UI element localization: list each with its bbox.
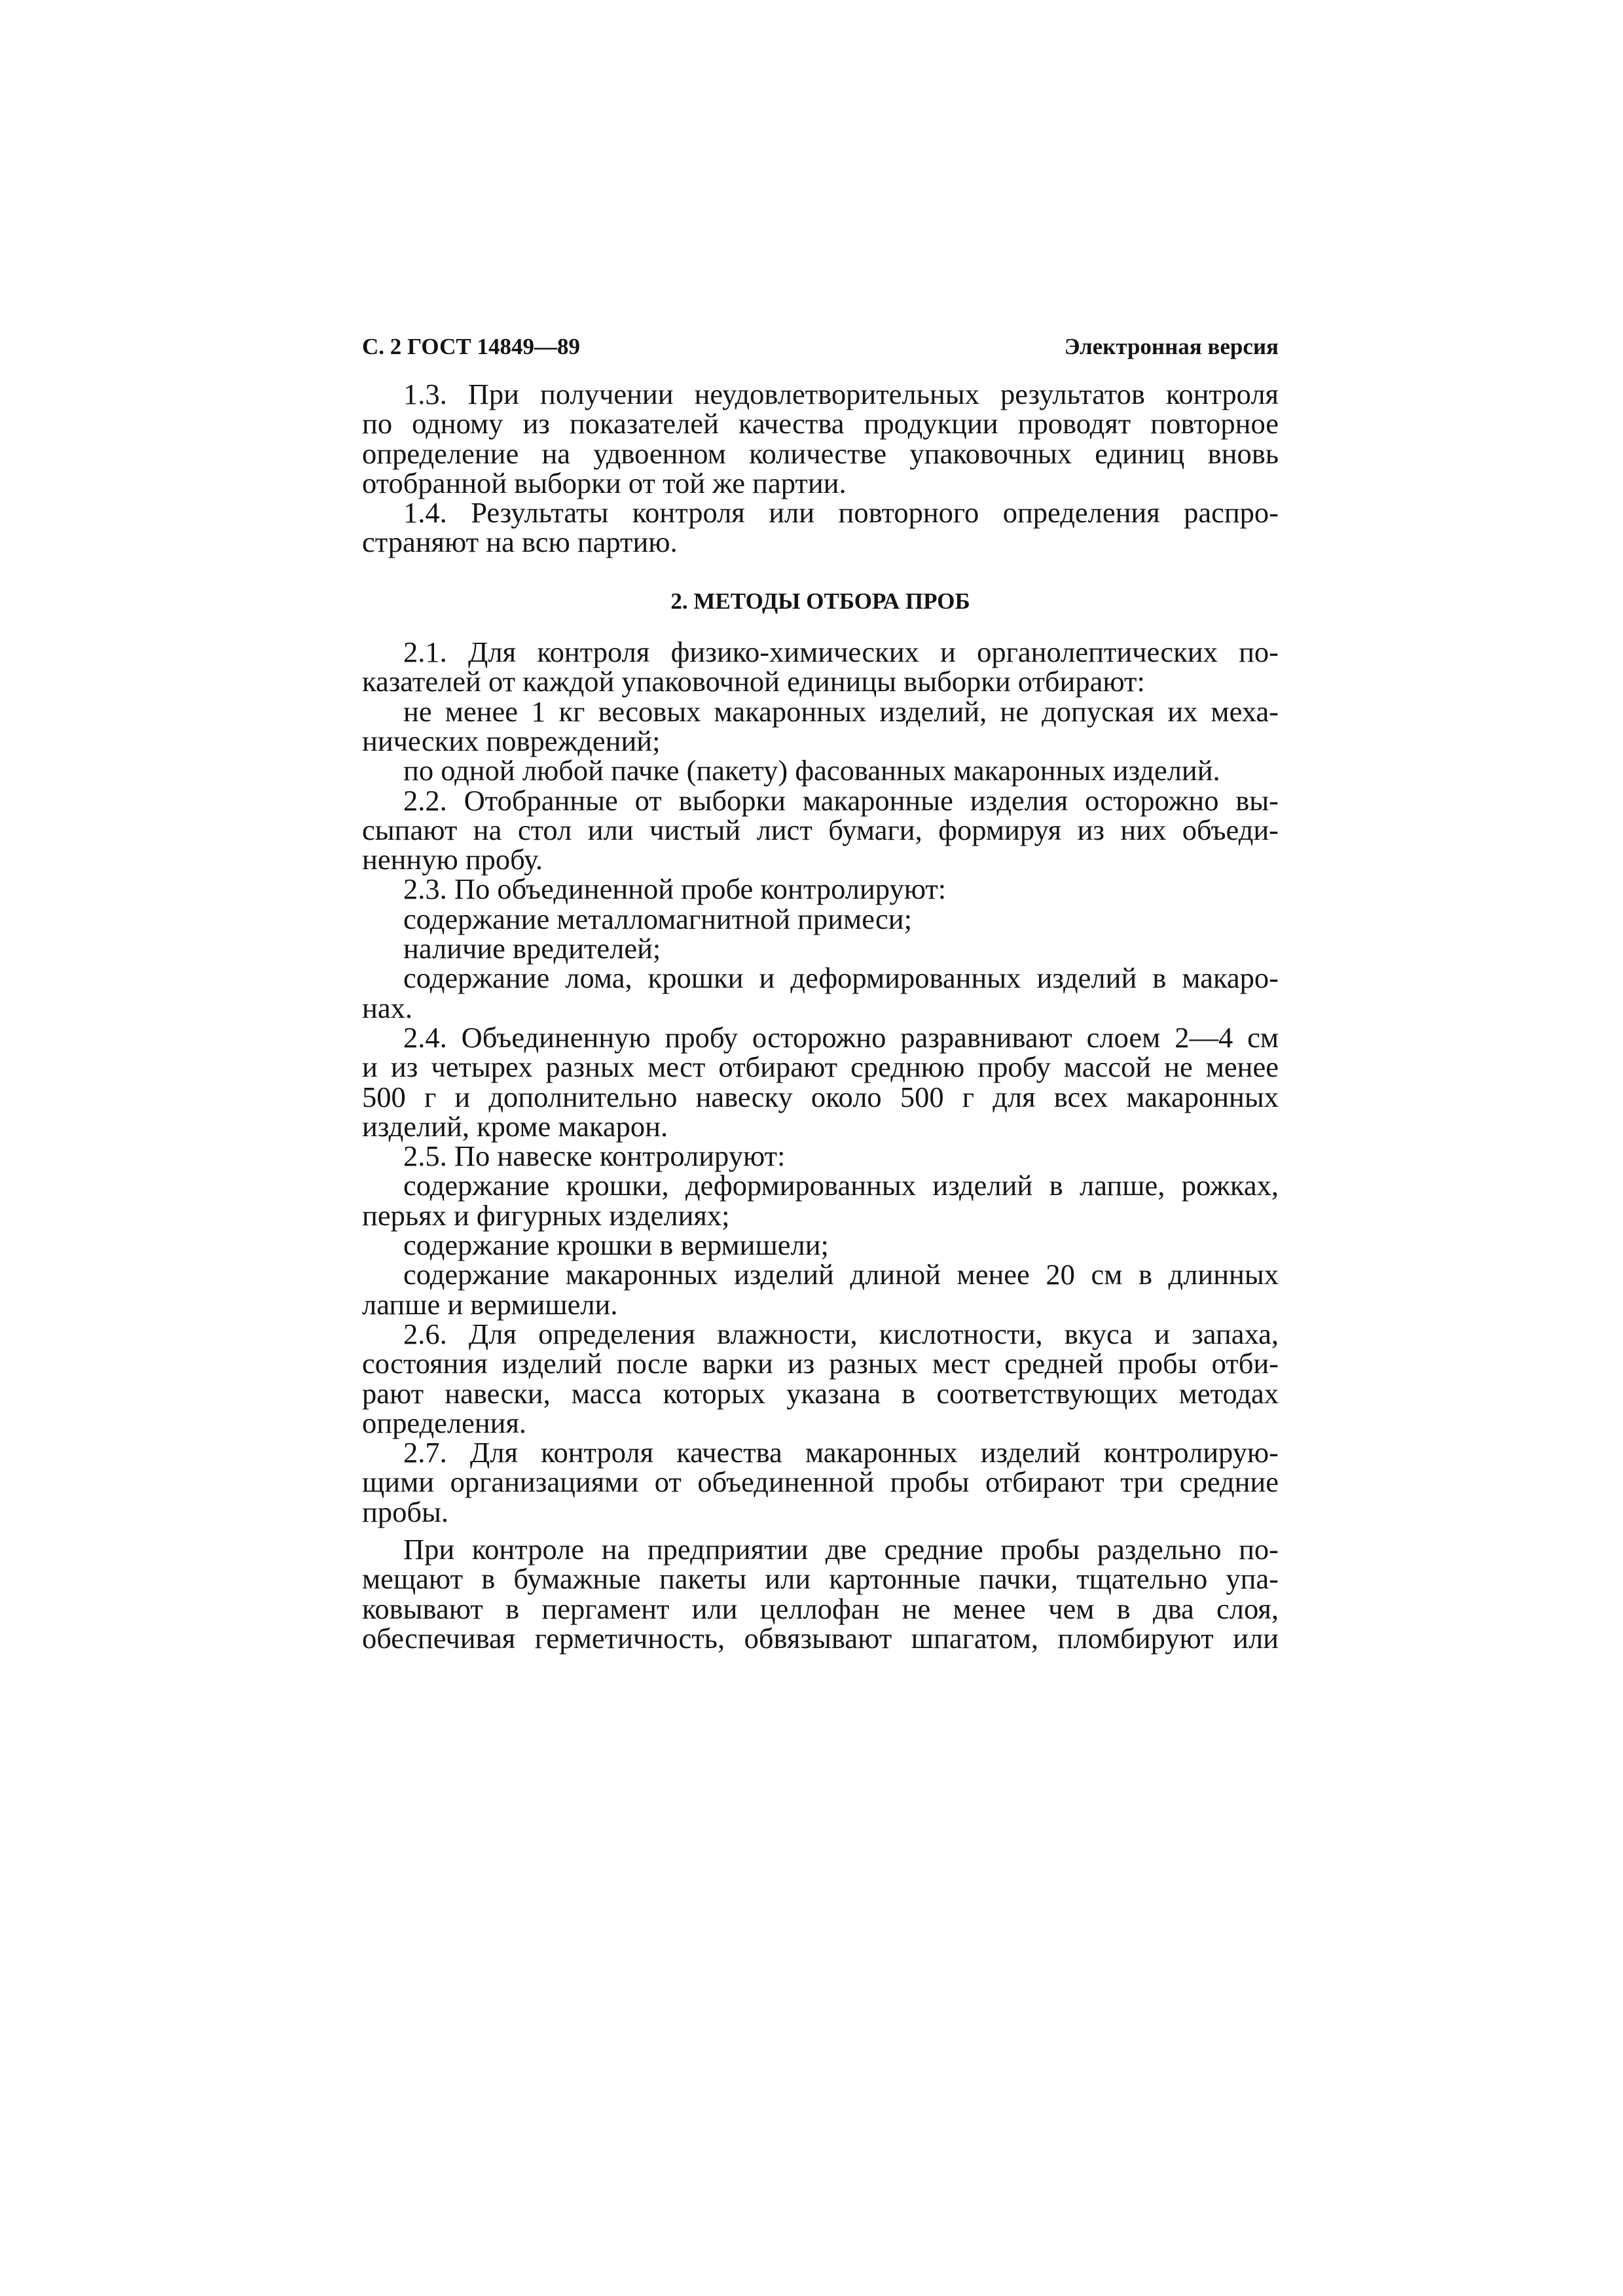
text-line: не менее 1 кг весовых макаронных изделий, не допуская их меха-	[403, 694, 1279, 728]
text-line: мещают в бумажные пакеты или картонные пачки, тщательно упа-	[362, 1562, 1279, 1596]
text-line: 2.2. Отобранные от выборки макаронные изделия осторожно вы-	[403, 783, 1279, 817]
text-line: пробы.	[362, 1495, 448, 1528]
text-line: 2.7. Для контроля качества макаронных изделий контролирую-	[403, 1436, 1279, 1469]
text-line: нах.	[362, 991, 412, 1024]
text-line: 2.6. Для определения влажности, кислотности, вкуса и запаха,	[403, 1317, 1279, 1350]
paragraphs-2-1-2-7	[362, 637, 1279, 1527]
paragraphs-1-3-1-4	[362, 380, 1279, 558]
text-line: 2.1. Для контроля физико-химических и органолептических по-	[403, 636, 1279, 669]
header-version-label: Электронная версия	[1064, 334, 1279, 359]
text-line: содержание металломагнитной примеси;	[403, 902, 912, 935]
text-line: обеспечивая герметичность, обвязывают шпагатом, пломбируют или	[362, 1621, 1279, 1655]
text-line: лапше и вермишели.	[362, 1287, 618, 1321]
text-line: сыпают на стол или чистый лист бумаги, формируя из них объеди-	[362, 813, 1279, 846]
text-line: определения.	[362, 1406, 527, 1439]
text-line: перьях и фигурных изделиях;	[362, 1198, 730, 1232]
text-line: 1.4. Результаты контроля или повторного определения распро-	[403, 496, 1279, 529]
text-line: нических повреждений;	[362, 724, 661, 757]
text-line: содержание крошки, деформированных изделий в лапше, рожках,	[403, 1169, 1279, 1202]
document-body	[362, 380, 1279, 1653]
text-line: 2.3. По объединенной пробе контролируют:	[403, 872, 947, 906]
text-line: 2.5. По навеске контролируют:	[403, 1139, 786, 1173]
text-line: изделий, кроме макарон.	[362, 1109, 668, 1143]
paragraph-enterprise-control	[362, 1532, 1279, 1655]
text-line: и из четырех разных мест отбирают среднюю пробу массой не менее	[362, 1050, 1279, 1084]
text-line: наличие вредителей;	[403, 932, 661, 965]
text-line: 2.4. Объединенную пробу осторожно разравнивают слоем 2—4 см	[403, 1020, 1279, 1054]
text-line: казателей от каждой упаковочной единицы выборки отбирают:	[362, 665, 1145, 698]
text-line: определение на удвоенном количестве упаковочных единиц вновь	[362, 437, 1279, 470]
text-line: страняют на всю партию.	[362, 526, 678, 559]
text-line: рают навески, масса которых указана в соответствующих методах	[362, 1376, 1279, 1410]
text-line: ковывают в пергамент или целлофан не менее чем в два слоя,	[362, 1592, 1279, 1625]
text-line: 1.3. При получении неудовлетворительных результатов контроля	[403, 378, 1279, 410]
text-line: При контроле на предприятии две средние пробы раздельно по-	[403, 1532, 1279, 1566]
text-line: состояния изделий после варки из разных мест средней пробы отби-	[362, 1347, 1279, 1380]
text-line: по одному из показателей качества продукции проводят повторное	[362, 407, 1279, 440]
text-line: щими организациями от объединенной пробы отбирают три средние	[362, 1465, 1279, 1499]
text-line: содержание лома, крошки и деформированных изделий в макаро-	[403, 961, 1279, 995]
header-standard-label: С. 2 ГОСТ 14849—89	[362, 334, 580, 359]
text-line: содержание крошки в вермишели;	[403, 1229, 829, 1262]
section-title: 2. МЕТОДЫ ОТБОРА ПРОБ	[670, 588, 970, 614]
text-line: 500 г и дополнительно навеску около 500 г для всех макаронных	[362, 1080, 1279, 1113]
text-line: по одной любой пачке (пакету) фасованных макаронных изделий.	[403, 754, 1220, 787]
text-line: содержание макаронных изделий длиной менее 20 см в длинных	[403, 1258, 1279, 1291]
text-line: отобранной выборки от той же партии.	[362, 466, 847, 499]
page-header	[362, 327, 1279, 367]
text-line: ненную пробу.	[362, 843, 543, 876]
